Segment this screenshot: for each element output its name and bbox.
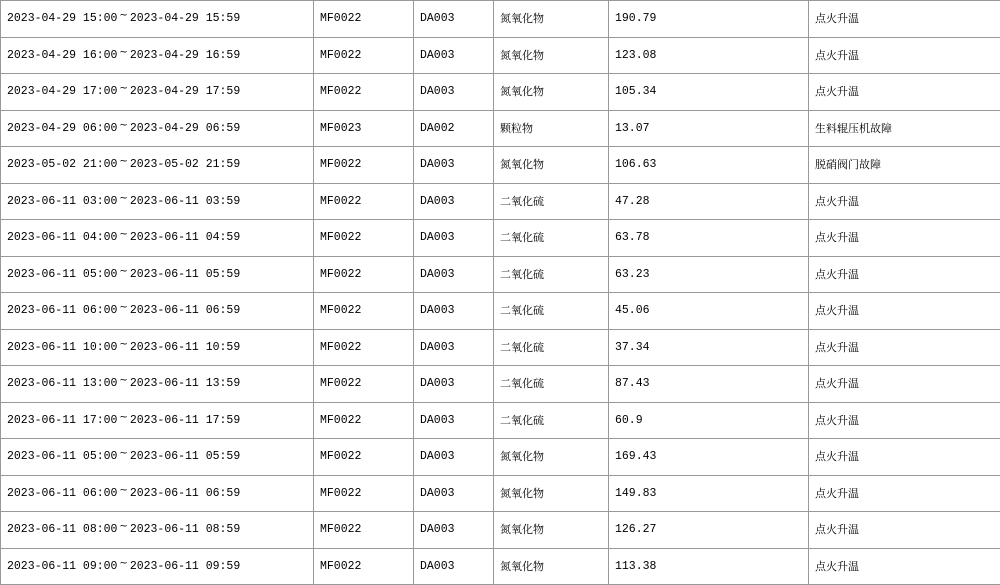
table-row [1,1,1000,38]
cell-facility-code: MF0022 [314,220,414,257]
period-separator: ~ [117,229,129,240]
period-separator: ~ [117,193,129,204]
cell-time-period [1,548,314,585]
cell-pollutant: 二氧化硫 [494,256,609,293]
period-end: 2023-06-11 09:59 [130,560,240,573]
period-separator: ~ [117,10,129,21]
period-end: 2023-04-29 06:59 [130,122,240,135]
period-separator: ~ [117,120,129,131]
period-start: 2023-06-11 03:00 [7,195,117,208]
cell-pollutant: 氮氧化物 [494,439,609,476]
period-end: 2023-06-11 17:59 [130,414,240,427]
cell-pollutant: 二氧化硫 [494,366,609,403]
table-row [1,110,1000,147]
period-end: 2023-04-29 17:59 [130,85,240,98]
cell-reason: 点火升温 [809,293,1000,330]
period-start: 2023-05-02 21:00 [7,158,117,171]
cell-pollutant: 二氧化硫 [494,329,609,366]
cell-value: 106.63 [609,147,809,184]
cell-device-code: DA003 [414,1,494,38]
table-row [1,293,1000,330]
cell-device-code: DA003 [414,548,494,585]
cell-reason: 点火升温 [809,74,1000,111]
cell-value: 13.07 [609,110,809,147]
cell-facility-code: MF0022 [314,293,414,330]
cell-reason: 点火升温 [809,512,1000,549]
cell-pollutant: 二氧化硫 [494,220,609,257]
period-separator: ~ [117,521,129,532]
period-end: 2023-06-11 10:59 [130,341,240,354]
cell-device-code: DA003 [414,512,494,549]
cell-pollutant: 氮氧化物 [494,1,609,38]
table-row [1,74,1000,111]
period-separator: ~ [117,83,129,94]
cell-facility-code: MF0022 [314,256,414,293]
cell-device-code: DA003 [414,329,494,366]
period-start: 2023-04-29 06:00 [7,122,117,135]
period-start: 2023-06-11 05:00 [7,268,117,281]
cell-reason: 点火升温 [809,366,1000,403]
cell-value: 60.9 [609,402,809,439]
cell-value: 45.06 [609,293,809,330]
cell-time-period [1,366,314,403]
cell-reason: 脱硝阀门故障 [809,147,1000,184]
cell-facility-code: MF0022 [314,183,414,220]
cell-pollutant: 颗粒物 [494,110,609,147]
cell-reason: 点火升温 [809,220,1000,257]
cell-time-period [1,256,314,293]
cell-reason: 点火升温 [809,402,1000,439]
cell-value: 63.23 [609,256,809,293]
table-row [1,37,1000,74]
cell-device-code: DA003 [414,293,494,330]
period-end: 2023-06-11 06:59 [130,304,240,317]
period-end: 2023-04-29 15:59 [130,12,240,25]
table-row [1,256,1000,293]
cell-pollutant: 氮氧化物 [494,147,609,184]
cell-device-code: DA003 [414,74,494,111]
cell-value: 149.83 [609,475,809,512]
period-start: 2023-06-11 04:00 [7,231,117,244]
cell-facility-code: MF0022 [314,366,414,403]
cell-value: 190.79 [609,1,809,38]
cell-device-code: DA003 [414,183,494,220]
cell-reason: 点火升温 [809,1,1000,38]
table-row [1,548,1000,585]
cell-facility-code: MF0022 [314,147,414,184]
cell-facility-code: MF0022 [314,37,414,74]
period-start: 2023-06-11 08:00 [7,523,117,536]
period-start: 2023-04-29 16:00 [7,49,117,62]
cell-reason: 点火升温 [809,475,1000,512]
cell-reason: 点火升温 [809,439,1000,476]
cell-time-period [1,37,314,74]
cell-time-period [1,402,314,439]
cell-facility-code: MF0022 [314,74,414,111]
cell-value: 105.34 [609,74,809,111]
cell-device-code: DA003 [414,37,494,74]
cell-device-code: DA003 [414,256,494,293]
cell-pollutant: 氮氧化物 [494,74,609,111]
cell-device-code: DA003 [414,439,494,476]
cell-time-period [1,439,314,476]
cell-device-code: DA002 [414,110,494,147]
period-separator: ~ [117,47,129,58]
cell-device-code: DA003 [414,366,494,403]
cell-pollutant: 氮氧化物 [494,548,609,585]
period-separator: ~ [117,412,129,423]
cell-pollutant: 二氧化硫 [494,402,609,439]
period-end: 2023-06-11 05:59 [130,450,240,463]
cell-value: 113.38 [609,548,809,585]
cell-reason: 生料辊压机故障 [809,110,1000,147]
period-end: 2023-04-29 16:59 [130,49,240,62]
cell-facility-code: MF0022 [314,512,414,549]
period-separator: ~ [117,266,129,277]
table-row [1,475,1000,512]
period-start: 2023-06-11 09:00 [7,560,117,573]
table-row [1,402,1000,439]
cell-time-period [1,147,314,184]
period-start: 2023-06-11 10:00 [7,341,117,354]
cell-time-period [1,1,314,38]
cell-value: 63.78 [609,220,809,257]
cell-pollutant: 二氧化硫 [494,293,609,330]
period-end: 2023-06-11 06:59 [130,487,240,500]
cell-value: 126.27 [609,512,809,549]
cell-value: 87.43 [609,366,809,403]
cell-reason: 点火升温 [809,37,1000,74]
period-start: 2023-06-11 06:00 [7,304,117,317]
period-start: 2023-04-29 17:00 [7,85,117,98]
cell-device-code: DA003 [414,475,494,512]
cell-time-period [1,512,314,549]
period-separator: ~ [117,339,129,350]
cell-pollutant: 氮氧化物 [494,37,609,74]
period-separator: ~ [117,375,129,386]
cell-time-period [1,74,314,111]
table-row [1,366,1000,403]
period-end: 2023-06-11 08:59 [130,523,240,536]
table-row [1,439,1000,476]
period-separator: ~ [117,302,129,313]
cell-value: 123.08 [609,37,809,74]
cell-facility-code: MF0022 [314,329,414,366]
cell-facility-code: MF0022 [314,475,414,512]
cell-time-period [1,293,314,330]
cell-reason: 点火升温 [809,256,1000,293]
cell-pollutant: 二氧化硫 [494,183,609,220]
table-row [1,147,1000,184]
cell-time-period [1,329,314,366]
cell-facility-code: MF0022 [314,402,414,439]
table-row [1,512,1000,549]
cell-value: 37.34 [609,329,809,366]
cell-pollutant: 氮氧化物 [494,475,609,512]
table-row [1,183,1000,220]
cell-time-period [1,475,314,512]
cell-device-code: DA003 [414,220,494,257]
cell-facility-code: MF0022 [314,1,414,38]
period-start: 2023-06-11 13:00 [7,377,117,390]
table-row [1,329,1000,366]
cell-pollutant: 氮氧化物 [494,512,609,549]
cell-time-period [1,110,314,147]
period-end: 2023-06-11 03:59 [130,195,240,208]
period-separator: ~ [117,156,129,167]
period-end: 2023-06-11 05:59 [130,268,240,281]
cell-reason: 点火升温 [809,329,1000,366]
table-row [1,220,1000,257]
cell-value: 169.43 [609,439,809,476]
cell-facility-code: MF0023 [314,110,414,147]
cell-reason: 点火升温 [809,183,1000,220]
period-separator: ~ [117,485,129,496]
period-separator: ~ [117,558,129,569]
cell-facility-code: MF0022 [314,548,414,585]
period-start: 2023-06-11 17:00 [7,414,117,427]
cell-reason: 点火升温 [809,548,1000,585]
period-start: 2023-06-11 05:00 [7,450,117,463]
cell-value: 47.28 [609,183,809,220]
period-start: 2023-04-29 15:00 [7,12,117,25]
cell-time-period [1,220,314,257]
cell-facility-code: MF0022 [314,439,414,476]
period-end: 2023-05-02 21:59 [130,158,240,171]
cell-device-code: DA003 [414,402,494,439]
cell-time-period [1,183,314,220]
period-start: 2023-06-11 06:00 [7,487,117,500]
period-separator: ~ [117,448,129,459]
cell-device-code: DA003 [414,147,494,184]
period-end: 2023-06-11 04:59 [130,231,240,244]
period-end: 2023-06-11 13:59 [130,377,240,390]
